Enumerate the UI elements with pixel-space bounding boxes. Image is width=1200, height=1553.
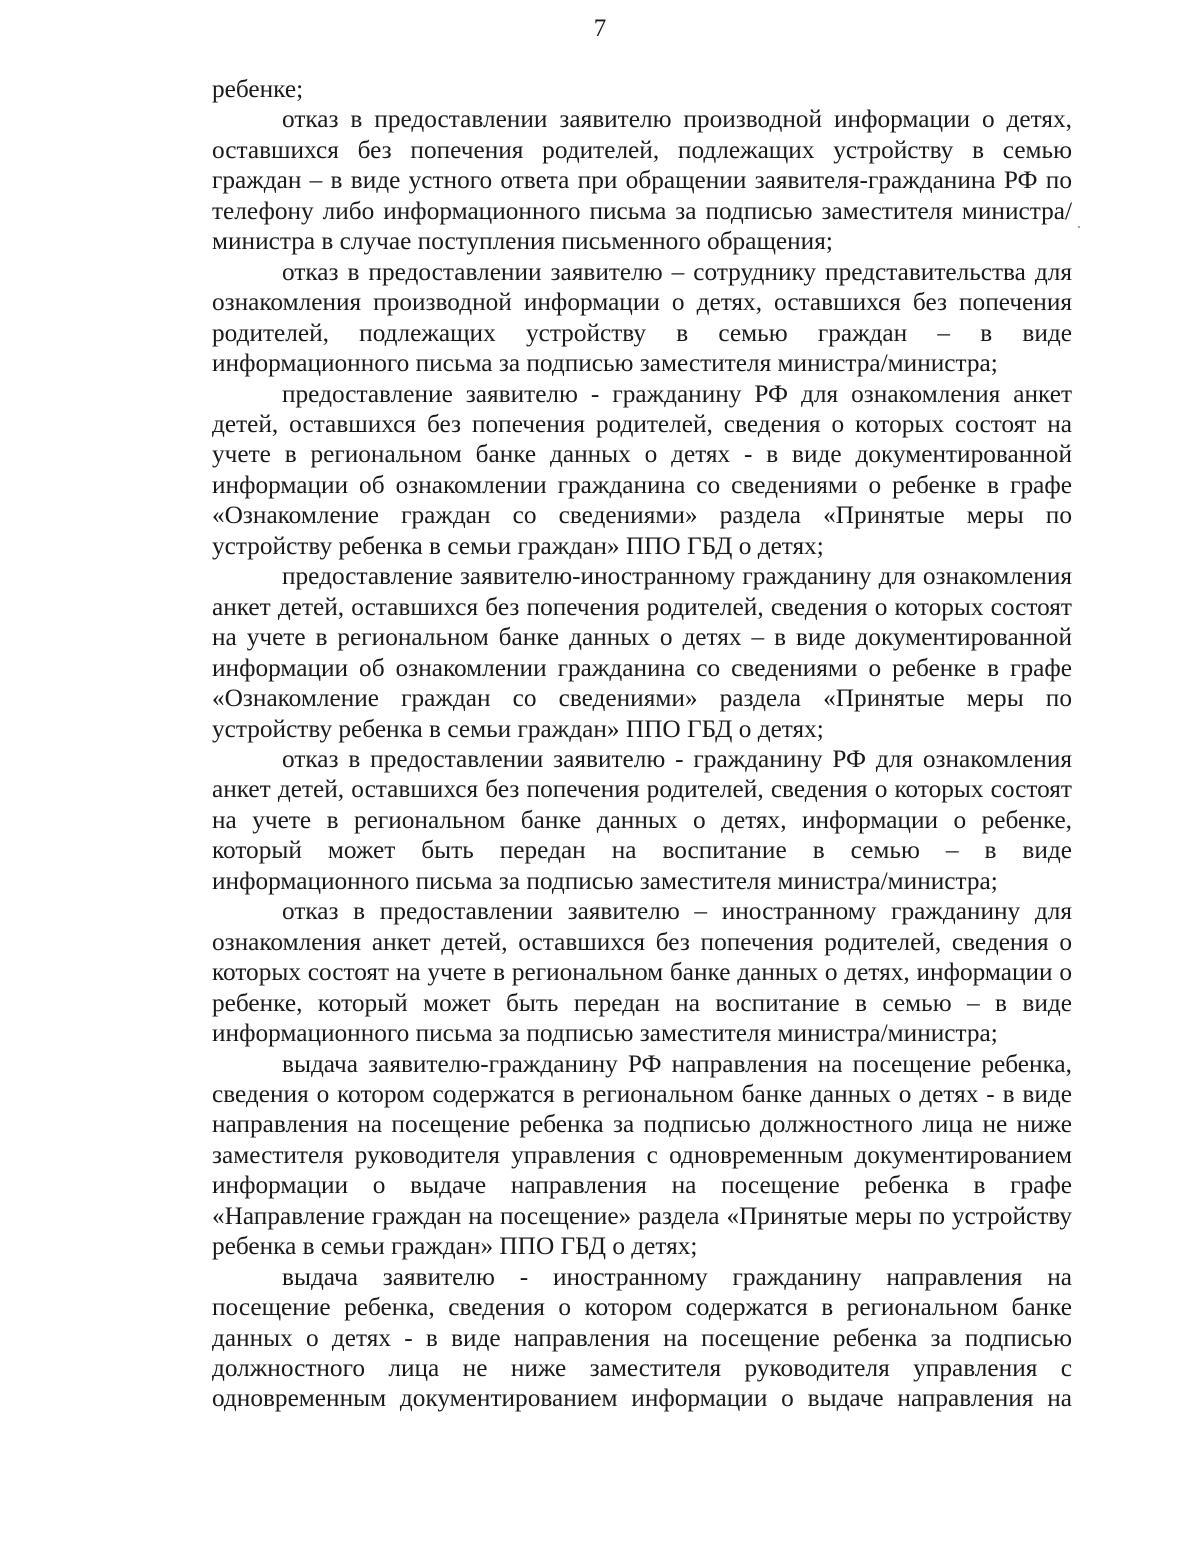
document-body (212, 74, 1072, 1414)
page-number: 7 (593, 15, 607, 42)
paragraph-refusal-questionnaires-citizen: отказ в предоставлении заявителю - гражданину РФ для ознакомления анкет детей, оставшихся без попечения родителей, сведения о которых состоят на учете в региональном банке данных о детях, информации о ребенке, который может быть передан на воспитание в семью – в виде информационного письма за подписью заместителя министра/министра; (212, 744, 1072, 895)
paragraph-refusal-derived-info-representative: отказ в предоставлении заявителю – сотруднику представительства для ознакомления производной информации о детях, оставшихся без попечения родителей, подлежащих устройству в семью граждан – в виде информационного письма за подписью заместителя министра/министра; (212, 257, 1072, 378)
paragraph-visit-referral-foreigner: выдача заявителю - иностранному гражданину направления на посещение ребенка, сведения о котором содержатся в региональном банке данных о детях - в виде направления на посещение ребенка за подписью должностного лица не ниже заместителя руководителя управления с одновременным документированием информации о выдаче направления на (212, 1262, 1072, 1413)
scan-artifact (1078, 226, 1080, 228)
paragraph-refusal-derived-info-citizen: отказ в предоставлении заявителю производной информации о детях, оставшихся без попечения родителей, подлежащих устройству в семью граждан – в виде устного ответа при обращении заявителя-гражданина РФ по телефону либо информационного письма за подписью заместителя министра/министра в случае поступления письменного обращения; (212, 105, 1072, 256)
paragraph-visit-referral-citizen: выдача заявителю-гражданину РФ направления на посещение ребенка, сведения о котором содержатся в региональном банке данных о детях - в виде направления на посещение ребенка за подписью должностного лица не ниже заместителя руководителя управления с одновременным документированием информации о выдаче направления на посещение ребенка в графе «Направление граждан на посещение» раздела «Принятые меры по устройству ребенка в семьи граждан» ППО ГБД о детях; (212, 1049, 1072, 1261)
paragraph-continuation: ребенке; (212, 75, 304, 103)
paragraph-refusal-questionnaires-foreigner: отказ в предоставлении заявителю – иностранному гражданину для ознакомления анкет детей, оставшихся без попечения родителей, сведения о которых состоят на учете в региональном банке данных о детях, информации о ребенке, который может быть передан на воспитание в семью – в виде информационного письма за подписью заместителя министра/министра; (212, 897, 1072, 1048)
paragraph-provision-questionnaires-foreigner: предоставление заявителю-иностранному гражданину для ознакомления анкет детей, оставшихся без попечения родителей, сведения о которых состоят на учете в региональном банке данных о детях – в виде документированной информации об ознакомлении гражданина со сведениями о ребенке в графе «Ознакомление граждан со сведениями» раздела «Принятые меры по устройству ребенка в семьи граждан» ППО ГБД о детях; (212, 562, 1072, 743)
paragraph-provision-questionnaires-citizen: предоставление заявителю - гражданину РФ для ознакомления анкет детей, оставшихся без попечения родителей, сведения о которых состоят на учете в региональном банке данных о детях - в виде документированной информации об ознакомлении гражданина со сведениями о ребенке в графе «Ознакомление граждан со сведениями» раздела «Принятые меры по устройству ребенка в семьи граждан» ППО ГБД о детях; (212, 379, 1072, 560)
